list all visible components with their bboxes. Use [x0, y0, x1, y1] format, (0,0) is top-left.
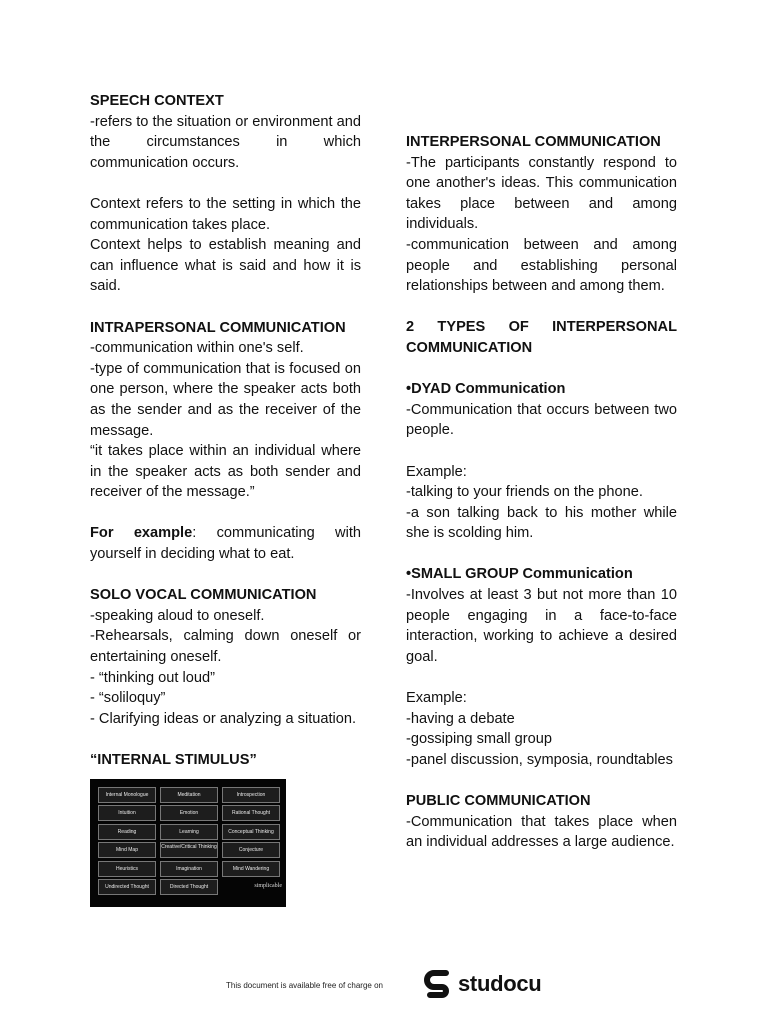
figure-cell: Internal Monologue	[98, 787, 156, 803]
figure-cell: Intuition	[98, 805, 156, 821]
intrapersonal-line-2: -type of communication that is focused on one person, where the speaker acts both as the sender and as the receiver of the message.	[90, 360, 361, 439]
figure-cell: Imagination	[160, 861, 218, 877]
internal-stimulus-figure	[90, 779, 286, 907]
public-heading: PUBLIC COMMUNICATION	[406, 793, 591, 809]
small-group-example-2: -gossiping small group	[406, 731, 553, 748]
speech-context-definition: -refers to the situation or environment and the circumstances in which communication occurs.	[90, 113, 361, 171]
solo-line-3: - “thinking out loud”	[90, 669, 215, 686]
figure-cell: Directed Thought	[160, 879, 218, 895]
intrapersonal-line-1: -communication within one's self.	[90, 340, 304, 357]
footer	[0, 968, 768, 1008]
context-paragraph-1: Context refers to the setting in which the communication takes place.	[90, 195, 361, 233]
dyad-example-1: -talking to your friends on the phone.	[406, 484, 643, 501]
dyad-example-2: -a son talking back to his mother while she is scolding him.	[406, 504, 677, 542]
interpersonal-heading: INTERPERSONAL COMMUNICATION	[406, 134, 661, 150]
small-group-example-1: -having a debate	[406, 710, 515, 727]
footer-text: This document is available free of charge on	[226, 981, 383, 990]
intrapersonal-quote: “it takes place within an individual where in the speaker acts as both sender and receiver of the message.”	[90, 443, 361, 501]
figure-brand: simplicable	[254, 883, 282, 889]
interpersonal-line-2: -communication between and among people and establishing personal relationships between and among them.	[406, 236, 677, 295]
dyad-definition: -Communication that occurs between two people.	[406, 401, 677, 439]
example-bold-label: For example	[90, 525, 193, 542]
figure-cell: Creative/Critical Thinking	[160, 842, 218, 858]
right-column	[406, 132, 677, 853]
public-definition: -Communication that takes place when an individual addresses a large audience.	[406, 813, 677, 851]
solo-line-1: -speaking aloud to oneself.	[90, 607, 265, 624]
figure-cell: Rational Thought	[222, 805, 280, 821]
figure-cell: Mind Map	[98, 842, 156, 858]
interpersonal-line-1: -The participants constantly respond to one another's ideas. This communication takes place between and among individuals.	[406, 154, 677, 233]
solo-line-5: - Clarifying ideas or analyzing a situation.	[90, 710, 357, 727]
intrapersonal-heading: INTRAPERSONAL COMMUNICATION	[90, 319, 346, 336]
left-column	[90, 91, 361, 907]
figure-cell: Conjecture	[222, 842, 280, 858]
small-group-example-3: -panel discussion, symposia, roundtables	[406, 751, 673, 768]
figure-cell: Conceptual Thinking	[222, 824, 280, 840]
small-group-heading: •SMALL GROUP Communication	[406, 566, 633, 583]
figure-cell: Reading	[98, 824, 156, 840]
figure-cell: Introspection	[222, 787, 280, 803]
example-paragraph	[90, 523, 361, 564]
speech-context-heading: SPEECH CONTEXT	[90, 93, 224, 109]
figure-cell: Mind Wandering	[222, 861, 280, 877]
figure-cell: Meditation	[160, 787, 218, 803]
small-group-definition: -Involves at least 3 but not more than 10 people engaging in a face-to-face interaction, working to achieve a desired goal.	[406, 587, 677, 665]
solo-vocal-heading: SOLO VOCAL COMMUNICATION	[90, 587, 317, 604]
dyad-heading: •DYAD Communication	[406, 381, 566, 398]
internal-stimulus-heading: “INTERNAL STIMULUS”	[90, 752, 257, 768]
figure-cell: Emotion	[160, 805, 218, 821]
example-text: : communicating with yourself in deciding what to eat.	[90, 525, 361, 563]
studocu-logo-text[interactable]: studocu	[458, 971, 542, 996]
dyad-example-label: Example:	[406, 463, 467, 480]
context-paragraph-2: Context helps to establish meaning and can influence what is said and how it is said.	[90, 237, 361, 295]
figure-cell: Heuristics	[98, 861, 156, 877]
solo-line-2: -Rehearsals, calming down oneself or entertaining oneself.	[90, 628, 361, 666]
studocu-s-icon	[424, 969, 454, 1003]
solo-line-4: - “soliloquy”	[90, 690, 166, 707]
types-heading: 2 TYPES OF INTERPERSONAL COMMUNICATION	[406, 319, 677, 356]
figure-cell: Learning	[160, 824, 218, 840]
figure-cell: Undirected Thought	[98, 879, 156, 895]
small-group-example-label: Example:	[406, 690, 467, 707]
